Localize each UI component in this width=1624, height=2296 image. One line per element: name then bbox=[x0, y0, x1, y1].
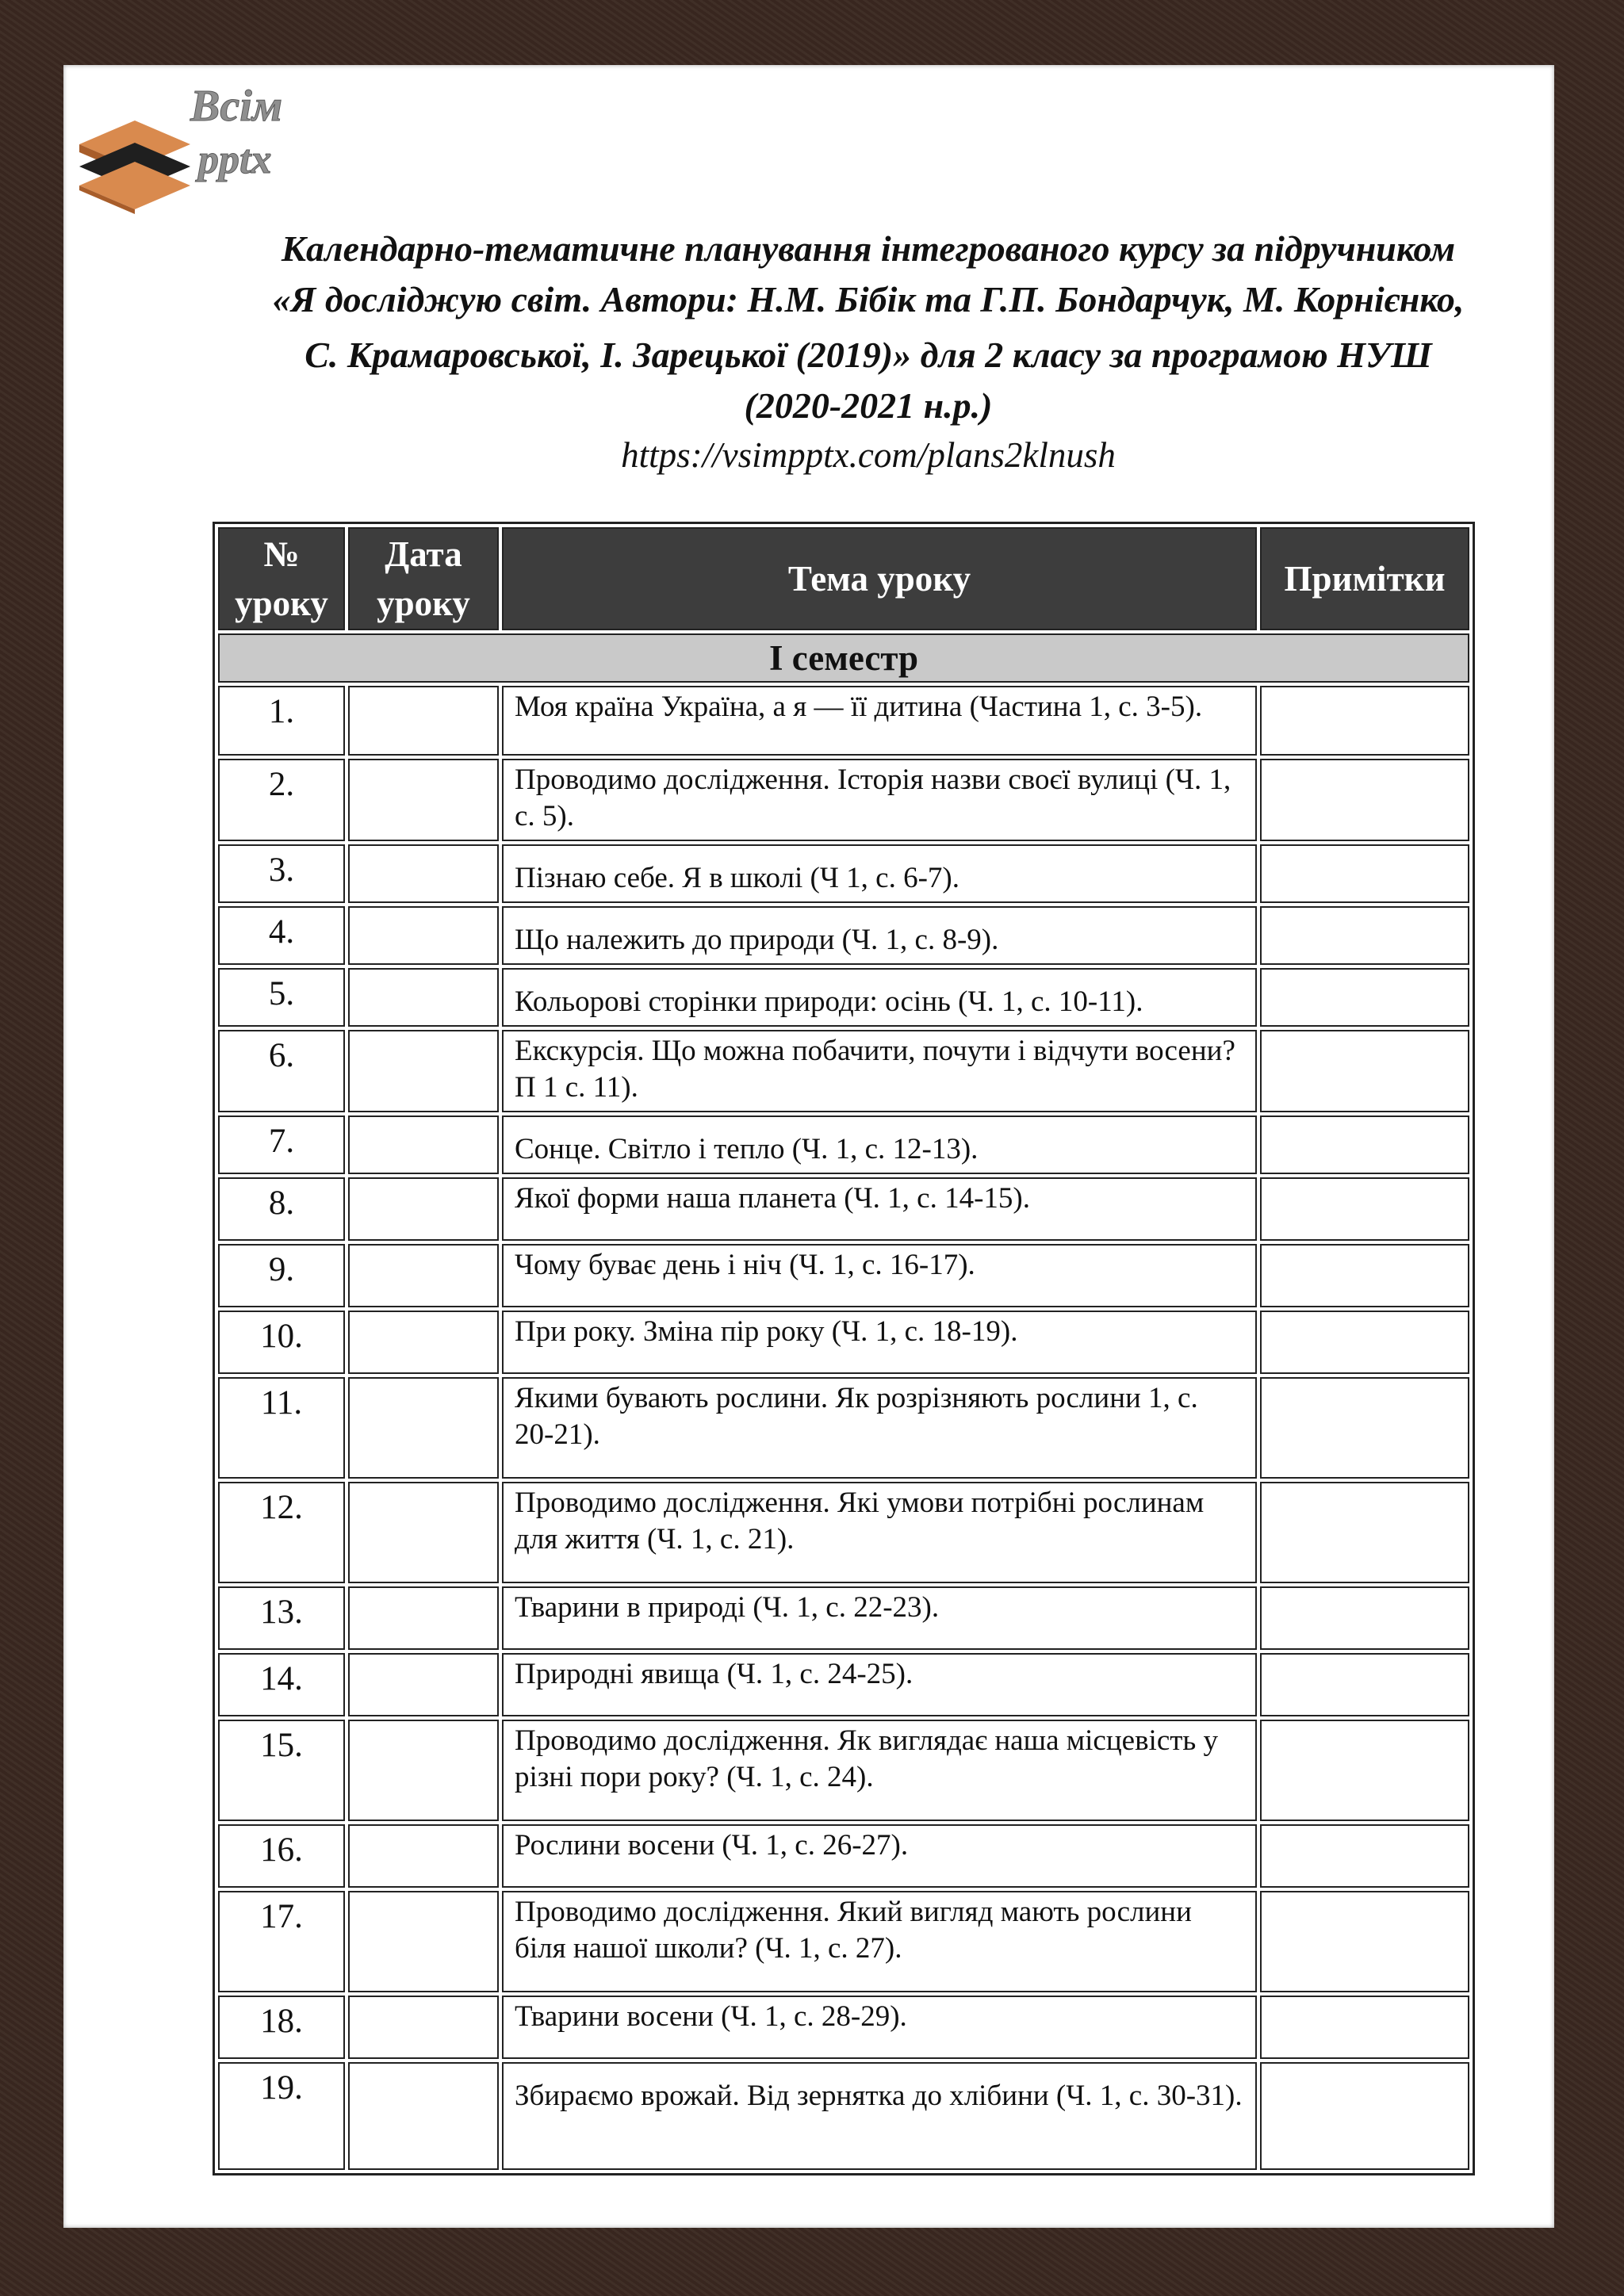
lesson-topic: Що належить до природи (Ч. 1, с. 8-9). bbox=[502, 906, 1257, 965]
lesson-topic: Проводимо дослідження. Історія назви своєї вулиці (Ч. 1, с. 5). bbox=[502, 759, 1257, 841]
table-row bbox=[218, 1482, 1469, 1583]
lesson-date-cell[interactable] bbox=[348, 1996, 499, 2059]
table-row bbox=[218, 1824, 1469, 1888]
lesson-number: 3. bbox=[218, 844, 345, 903]
lesson-topic: Якими бувають рослини. Як розрізняють рослини 1, с. 20-21). bbox=[502, 1377, 1257, 1479]
lesson-notes-cell[interactable] bbox=[1260, 1653, 1469, 1716]
table-row bbox=[218, 1720, 1469, 1821]
lesson-number: 9. bbox=[218, 1244, 345, 1307]
lesson-topic: Збираємо врожай. Від зернятка до хлібини (Ч. 1, с. 30-31). bbox=[502, 2062, 1257, 2170]
lesson-number: 5. bbox=[218, 968, 345, 1027]
lesson-topic: Рослини восени (Ч. 1, с. 26-27). bbox=[502, 1824, 1257, 1888]
lesson-notes-cell[interactable] bbox=[1260, 1720, 1469, 1821]
table-row bbox=[218, 906, 1469, 965]
table-row bbox=[218, 686, 1469, 756]
lesson-number: 10. bbox=[218, 1311, 345, 1374]
table-row bbox=[218, 1653, 1469, 1716]
lesson-notes-cell[interactable] bbox=[1260, 1115, 1469, 1174]
lesson-topic: Кольорові сторінки природи: осінь (Ч. 1, с. 10-11). bbox=[502, 968, 1257, 1027]
title-line-1: Календарно-тематичне планування інтегрованого курсу за підручником bbox=[281, 228, 1456, 269]
semester-label: І семестр bbox=[218, 633, 1469, 683]
lesson-date-cell[interactable] bbox=[348, 906, 499, 965]
table-row bbox=[218, 1115, 1469, 1174]
lesson-notes-cell[interactable] bbox=[1260, 2062, 1469, 2170]
lesson-notes-cell[interactable] bbox=[1260, 844, 1469, 903]
lesson-date-cell[interactable] bbox=[348, 1115, 499, 1174]
lesson-date-cell[interactable] bbox=[348, 1482, 499, 1583]
lesson-topic: Проводимо дослідження. Який вигляд мають рослини біля нашої школи? (Ч. 1, с. 27). bbox=[502, 1891, 1257, 1992]
lesson-date-cell[interactable] bbox=[348, 1244, 499, 1307]
lesson-topic: Якої форми наша планета (Ч. 1, с. 14-15). bbox=[502, 1177, 1257, 1241]
vsim-pptx-logo bbox=[71, 79, 333, 214]
lesson-date-cell[interactable] bbox=[348, 759, 499, 841]
title-line-2: «Я досліджую світ. Автори: Н.М. Бібік та Г.П. Бондарчук, М. Корнієнко, bbox=[272, 279, 1465, 320]
lesson-topic: Проводимо дослідження. Як виглядає наша місцевість у різні пори року? (Ч. 1, с. 24). bbox=[502, 1720, 1257, 1821]
lesson-topic: Тварини в природі (Ч. 1, с. 22-23). bbox=[502, 1586, 1257, 1650]
lesson-notes-cell[interactable] bbox=[1260, 1377, 1469, 1479]
logo-text-line1: Всім bbox=[190, 82, 283, 131]
table-row bbox=[218, 1377, 1469, 1479]
lesson-notes-cell[interactable] bbox=[1260, 1244, 1469, 1307]
lesson-topic: Проводимо дослідження. Які умови потрібні рослинам для життя (Ч. 1, с. 21). bbox=[502, 1482, 1257, 1583]
table-header-row bbox=[218, 527, 1469, 630]
lesson-date-cell[interactable] bbox=[348, 1177, 499, 1241]
header-lesson-number bbox=[218, 527, 345, 630]
lesson-number: 18. bbox=[218, 1996, 345, 2059]
lesson-notes-cell[interactable] bbox=[1260, 1177, 1469, 1241]
table-row bbox=[218, 1244, 1469, 1307]
lesson-date-cell[interactable] bbox=[348, 1586, 499, 1650]
lesson-date-cell[interactable] bbox=[348, 1891, 499, 1992]
header-lesson-date bbox=[348, 527, 499, 630]
lesson-notes-cell[interactable] bbox=[1260, 906, 1469, 965]
lesson-notes-cell[interactable] bbox=[1260, 1891, 1469, 1992]
lesson-topic: Чому буває день і ніч (Ч. 1, с. 16-17). bbox=[502, 1244, 1257, 1307]
lesson-number: 4. bbox=[218, 906, 345, 965]
header-notes: Примітки bbox=[1260, 527, 1469, 630]
lesson-date-cell[interactable] bbox=[348, 968, 499, 1027]
lesson-number: 2. bbox=[218, 759, 345, 841]
lesson-number: 17. bbox=[218, 1891, 345, 1992]
header-lesson-topic: Тема уроку bbox=[502, 527, 1257, 630]
logo-text-line2: pptx bbox=[198, 137, 272, 182]
table-row bbox=[218, 844, 1469, 903]
table-row bbox=[218, 1891, 1469, 1992]
lesson-number: 13. bbox=[218, 1586, 345, 1650]
lesson-date-cell[interactable] bbox=[348, 1653, 499, 1716]
table-row bbox=[218, 1586, 1469, 1650]
semester-row bbox=[218, 633, 1469, 683]
lesson-number: 8. bbox=[218, 1177, 345, 1241]
lesson-notes-cell[interactable] bbox=[1260, 1996, 1469, 2059]
lesson-topic: При року. Зміна пір року (Ч. 1, с. 18-19). bbox=[502, 1311, 1257, 1374]
table-row bbox=[218, 1030, 1469, 1112]
table-row bbox=[218, 1311, 1469, 1374]
lesson-date-cell[interactable] bbox=[348, 686, 499, 756]
table-row bbox=[218, 2062, 1469, 2170]
lesson-number: 1. bbox=[218, 686, 345, 756]
header-date-line1: Дата bbox=[385, 534, 462, 574]
header-number-line1: № bbox=[263, 534, 300, 574]
header-date-line2: уроку bbox=[377, 584, 470, 623]
lesson-notes-cell[interactable] bbox=[1260, 686, 1469, 756]
lesson-notes-cell[interactable] bbox=[1260, 1586, 1469, 1650]
lesson-date-cell[interactable] bbox=[348, 1824, 499, 1888]
table-row bbox=[218, 1996, 1469, 2059]
lesson-date-cell[interactable] bbox=[348, 1377, 499, 1479]
table-row bbox=[218, 968, 1469, 1027]
lesson-topic: Моя країна Україна, а я — її дитина (Частина 1, с. 3-5). bbox=[502, 686, 1257, 756]
title-line-4: (2020-2021 н.р.) bbox=[744, 385, 993, 426]
lesson-topic: Екскурсія. Що можна побачити, почути і відчути восени? П 1 с. 11). bbox=[502, 1030, 1257, 1112]
lesson-notes-cell[interactable] bbox=[1260, 1311, 1469, 1374]
lesson-date-cell[interactable] bbox=[348, 844, 499, 903]
lesson-date-cell[interactable] bbox=[348, 1030, 499, 1112]
lesson-topic: Пізнаю себе. Я в школі (Ч 1, с. 6-7). bbox=[502, 844, 1257, 903]
lesson-date-cell[interactable] bbox=[348, 1720, 499, 1821]
lesson-notes-cell[interactable] bbox=[1260, 968, 1469, 1027]
source-url[interactable]: https://vsimpptx.com/plans2klnush bbox=[621, 435, 1116, 475]
header-number-line2: уроку bbox=[235, 584, 328, 623]
lesson-notes-cell[interactable] bbox=[1260, 1482, 1469, 1583]
lesson-topic: Тварини восени (Ч. 1, с. 28-29). bbox=[502, 1996, 1257, 2059]
lesson-date-cell[interactable] bbox=[348, 1311, 499, 1374]
lesson-date-cell[interactable] bbox=[348, 2062, 499, 2170]
lesson-number: 11. bbox=[218, 1377, 345, 1479]
lesson-plan-table bbox=[213, 522, 1475, 2175]
lesson-number: 12. bbox=[218, 1482, 345, 1583]
lesson-number: 19. bbox=[218, 2062, 345, 2170]
lesson-number: 15. bbox=[218, 1720, 345, 1821]
document-title bbox=[159, 224, 1578, 479]
table-row bbox=[218, 759, 1469, 841]
lesson-number: 14. bbox=[218, 1653, 345, 1716]
lesson-number: 6. bbox=[218, 1030, 345, 1112]
lesson-notes-cell[interactable] bbox=[1260, 1824, 1469, 1888]
table-row bbox=[218, 1177, 1469, 1241]
lesson-number: 7. bbox=[218, 1115, 345, 1174]
lesson-number: 16. bbox=[218, 1824, 345, 1888]
lesson-topic: Природні явища (Ч. 1, с. 24-25). bbox=[502, 1653, 1257, 1716]
lesson-notes-cell[interactable] bbox=[1260, 1030, 1469, 1112]
title-line-3: С. Крамаровської, І. Зарецької (2019)» для 2 класу за програмою НУШ bbox=[304, 335, 1432, 375]
lesson-topic: Сонце. Світло і тепло (Ч. 1, с. 12-13). bbox=[502, 1115, 1257, 1174]
lesson-notes-cell[interactable] bbox=[1260, 759, 1469, 841]
